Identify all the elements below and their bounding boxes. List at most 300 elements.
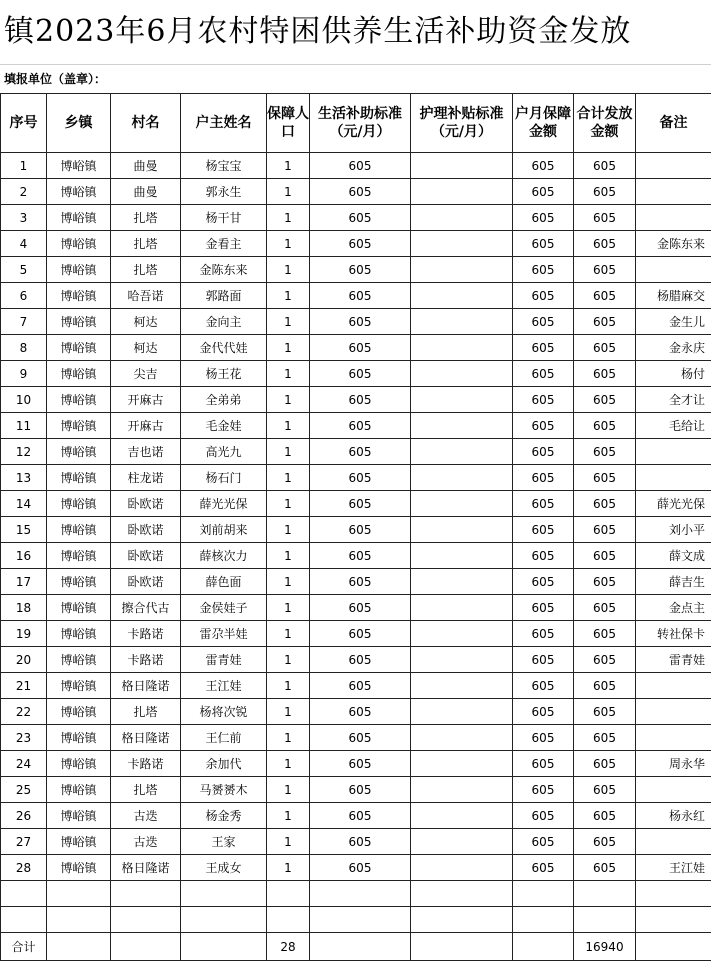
nursing-standard-cell [411,153,513,179]
population-cell: 1 [267,803,310,829]
seq-cell: 13 [1,465,47,491]
monthly-amount-cell: 605 [513,335,574,361]
total-amount-cell: 605 [574,517,636,543]
village-cell: 扎塔 [111,205,181,231]
seq-cell: 27 [1,829,47,855]
nursing-standard-cell [411,803,513,829]
total-amount-cell: 605 [574,855,636,881]
nursing-standard-cell [411,387,513,413]
seq-cell: 23 [1,725,47,751]
village-cell: 格日隆诺 [111,673,181,699]
table-row [1,179,711,205]
village-cell: 柯达 [111,309,181,335]
village-cell: 卡路诺 [111,751,181,777]
monthly-amount-cell: 605 [513,751,574,777]
population-cell: 1 [267,205,310,231]
nursing-standard-cell [411,335,513,361]
householder-cell: 金陈东来 [181,257,267,283]
householder-cell: 马赟赟木 [181,777,267,803]
town-cell: 博峪镇 [47,673,111,699]
town-cell: 博峪镇 [47,387,111,413]
nursing-standard-cell [411,647,513,673]
table-row [1,335,711,361]
householder-cell: 余加代 [181,751,267,777]
population-cell [267,881,310,907]
town-cell: 博峪镇 [47,517,111,543]
population-cell: 1 [267,751,310,777]
householder-cell: 全弟弟 [181,387,267,413]
nursing-standard-cell [411,621,513,647]
table-row [1,751,711,777]
village-cell: 扎塔 [111,257,181,283]
town-cell: 博峪镇 [47,179,111,205]
monthly-amount-cell: 605 [513,829,574,855]
householder-cell: 郭路面 [181,283,267,309]
population-cell: 1 [267,335,310,361]
table-row [1,777,711,803]
living-standard-cell: 605 [310,517,411,543]
monthly-amount-cell [513,907,574,933]
seq-cell: 21 [1,673,47,699]
town-cell: 博峪镇 [47,543,111,569]
nursing-standard-cell [411,283,513,309]
seq-cell: 24 [1,751,47,777]
nursing-standard-cell [411,751,513,777]
nursing-standard-cell [411,881,513,907]
seq-cell: 2 [1,179,47,205]
seq-cell: 9 [1,361,47,387]
population-cell: 1 [267,231,310,257]
village-cell: 扎塔 [111,777,181,803]
town-cell: 博峪镇 [47,803,111,829]
monthly-amount-cell: 605 [513,179,574,205]
subsidy-table [0,93,711,961]
table-row [1,205,711,231]
note-cell: 毛给让 [636,413,711,439]
nursing-standard-cell [411,543,513,569]
village-cell: 古迭 [111,803,181,829]
village-cell: 柱龙诺 [111,465,181,491]
town-cell: 博峪镇 [47,621,111,647]
table-row [1,387,711,413]
population-cell: 1 [267,283,310,309]
total-amount-cell: 605 [574,673,636,699]
householder-cell: 杨石门 [181,465,267,491]
nursing-standard-cell [411,569,513,595]
town-cell [47,907,111,933]
table-row [1,413,711,439]
note-cell: 王江娃 [636,855,711,881]
seq-cell: 16 [1,543,47,569]
total-amount-cell: 605 [574,543,636,569]
note-cell: 金陈东来 [636,231,711,257]
table-row [1,621,711,647]
note-cell [636,465,711,491]
note-cell: 杨腊麻交 [636,283,711,309]
monthly-amount-cell: 605 [513,309,574,335]
village-cell: 古迭 [111,829,181,855]
town-cell: 博峪镇 [47,413,111,439]
table-row [1,361,711,387]
living-standard-cell: 605 [310,777,411,803]
town-cell: 博峪镇 [47,491,111,517]
note-cell: 薛光光保 [636,491,711,517]
population-cell: 1 [267,673,310,699]
total-amount-cell: 605 [574,413,636,439]
living-standard-cell: 605 [310,699,411,725]
town-cell: 博峪镇 [47,569,111,595]
village-cell: 卧欧诺 [111,517,181,543]
nursing-standard-cell [411,257,513,283]
note-cell [636,777,711,803]
total-amount-cell: 605 [574,595,636,621]
note-cell: 薛吉生 [636,569,711,595]
householder-cell [181,907,267,933]
householder-cell: 金代代娃 [181,335,267,361]
nursing-standard-cell [411,673,513,699]
householder-cell: 刘前胡来 [181,517,267,543]
table-row [1,283,711,309]
table-row [1,855,711,881]
table-row [1,257,711,283]
nursing-standard-cell [411,777,513,803]
monthly-amount-cell: 605 [513,725,574,751]
table-row [1,907,711,933]
nursing-standard-cell [411,361,513,387]
note-cell: 金点主 [636,595,711,621]
village-cell: 卧欧诺 [111,569,181,595]
seq-cell: 3 [1,205,47,231]
village-cell: 格日隆诺 [111,725,181,751]
table-row [1,829,711,855]
monthly-amount-cell [513,881,574,907]
nursing-standard-cell [411,231,513,257]
population-cell: 1 [267,413,310,439]
seq-cell: 7 [1,309,47,335]
header-cell: 备注 [636,94,711,153]
note-cell: 薛文成 [636,543,711,569]
monthly-amount-cell: 605 [513,413,574,439]
population-cell: 1 [267,361,310,387]
seq-cell: 26 [1,803,47,829]
total-amount-cell: 605 [574,387,636,413]
note-cell: 转社保卡 [636,621,711,647]
monthly-amount-cell: 605 [513,647,574,673]
table-row [1,725,711,751]
monthly-amount-cell: 605 [513,439,574,465]
note-cell [636,907,711,933]
population-cell: 1 [267,465,310,491]
seq-cell: 28 [1,855,47,881]
monthly-amount-cell: 605 [513,491,574,517]
population-cell: 1 [267,569,310,595]
table-row [1,439,711,465]
seq-cell: 25 [1,777,47,803]
living-standard-cell: 605 [310,595,411,621]
nursing-standard-cell [411,179,513,205]
householder-cell: 毛金娃 [181,413,267,439]
living-standard-cell: 605 [310,257,411,283]
householder-cell: 杨金秀 [181,803,267,829]
total-label: 合计 [1,933,47,961]
town-cell: 博峪镇 [47,257,111,283]
monthly-amount-cell: 605 [513,699,574,725]
village-cell: 尖吉 [111,361,181,387]
header-cell: 户主姓名 [181,94,267,153]
nursing-standard-cell [411,309,513,335]
nursing-standard-cell [411,699,513,725]
monthly-amount-cell: 605 [513,205,574,231]
note-cell: 金永庆 [636,335,711,361]
living-standard-cell: 605 [310,543,411,569]
population-cell: 1 [267,829,310,855]
seq-cell: 15 [1,517,47,543]
note-cell [636,881,711,907]
seq-cell: 1 [1,153,47,179]
nursing-standard-cell [411,855,513,881]
table-row [1,491,711,517]
total-amount-cell: 605 [574,699,636,725]
village-cell: 柯达 [111,335,181,361]
note-cell [636,725,711,751]
monthly-amount-cell: 605 [513,595,574,621]
seq-cell: 6 [1,283,47,309]
total-amount-cell: 605 [574,231,636,257]
village-cell [111,907,181,933]
nursing-standard-cell [411,517,513,543]
header-cell: 保障人口 [267,94,310,153]
header-cell: 序号 [1,94,47,153]
village-cell: 扎塔 [111,231,181,257]
living-standard-cell: 605 [310,829,411,855]
seq-cell: 4 [1,231,47,257]
note-cell [636,699,711,725]
town-cell: 博峪镇 [47,465,111,491]
nursing-standard-cell [411,465,513,491]
table-row [1,673,711,699]
total-amount-cell: 605 [574,153,636,179]
note-cell: 雷青娃 [636,647,711,673]
living-standard-cell: 605 [310,413,411,439]
living-standard-cell: 605 [310,387,411,413]
filler-unit-label: 填报单位（盖章）： [4,72,107,86]
table-row [1,153,711,179]
town-cell: 博峪镇 [47,751,111,777]
total-amount-cell: 605 [574,439,636,465]
total-amount-cell: 605 [574,257,636,283]
householder-cell: 金看主 [181,231,267,257]
living-standard-cell: 605 [310,491,411,517]
population-cell: 1 [267,439,310,465]
monthly-amount-cell: 605 [513,465,574,491]
town-cell: 博峪镇 [47,205,111,231]
total-amount-cell: 605 [574,725,636,751]
total-amount-cell: 605 [574,361,636,387]
householder-cell: 雷尕半娃 [181,621,267,647]
town-cell: 博峪镇 [47,725,111,751]
householder-cell: 王成女 [181,855,267,881]
note-cell [636,257,711,283]
living-standard-cell: 605 [310,335,411,361]
population-cell: 1 [267,517,310,543]
town-cell: 博峪镇 [47,283,111,309]
monthly-amount-cell: 605 [513,673,574,699]
monthly-amount-cell: 605 [513,543,574,569]
living-standard-cell: 605 [310,439,411,465]
village-cell: 吉也诺 [111,439,181,465]
village-cell [111,881,181,907]
nursing-standard-cell [411,439,513,465]
population-cell: 1 [267,309,310,335]
town-cell: 博峪镇 [47,595,111,621]
table-row [1,231,711,257]
living-standard-cell: 605 [310,231,411,257]
header-row [1,94,711,153]
document-title: 镇2023年6月农村特困供养生活补助资金发放 [4,14,632,49]
town-cell: 博峪镇 [47,699,111,725]
nursing-standard-cell [411,413,513,439]
nursing-standard-cell [411,907,513,933]
seq-cell: 14 [1,491,47,517]
monthly-amount-cell: 605 [513,257,574,283]
total-amount-cell: 605 [574,283,636,309]
total-amount-cell: 605 [574,205,636,231]
total-row [1,933,711,961]
header-cell: 合计发放金额 [574,94,636,153]
living-standard-cell: 605 [310,803,411,829]
table-row [1,647,711,673]
population-cell: 1 [267,491,310,517]
village-cell: 哈吾诺 [111,283,181,309]
header-cell: 护理补贴标准（元/月） [411,94,513,153]
total-population: 28 [267,933,310,961]
living-standard-cell: 605 [310,569,411,595]
monthly-amount-cell: 605 [513,855,574,881]
householder-cell: 王家 [181,829,267,855]
total-amount-cell: 605 [574,647,636,673]
living-standard-cell: 605 [310,647,411,673]
population-cell: 1 [267,621,310,647]
total-amount-cell [574,881,636,907]
table-row [1,803,711,829]
village-cell: 擦合代古 [111,595,181,621]
village-cell: 扎塔 [111,699,181,725]
living-standard-cell: 605 [310,621,411,647]
householder-cell: 金侯娃子 [181,595,267,621]
population-cell: 1 [267,647,310,673]
living-standard-cell: 605 [310,309,411,335]
living-standard-cell: 605 [310,725,411,751]
population-cell: 1 [267,257,310,283]
population-cell: 1 [267,777,310,803]
town-cell: 博峪镇 [47,231,111,257]
town-cell: 博峪镇 [47,361,111,387]
note-cell [636,153,711,179]
note-cell: 金生儿 [636,309,711,335]
header-cell: 户月保障金额 [513,94,574,153]
monthly-amount-cell: 605 [513,387,574,413]
monthly-amount-cell: 605 [513,621,574,647]
note-cell [636,829,711,855]
householder-cell: 高光九 [181,439,267,465]
note-cell: 杨付 [636,361,711,387]
living-standard-cell: 605 [310,283,411,309]
monthly-amount-cell: 605 [513,283,574,309]
note-cell [636,205,711,231]
nursing-standard-cell [411,829,513,855]
nursing-standard-cell [411,595,513,621]
table-row [1,465,711,491]
householder-cell: 金向主 [181,309,267,335]
nursing-standard-cell [411,491,513,517]
nursing-standard-cell [411,725,513,751]
filler-row [0,64,711,93]
living-standard-cell: 605 [310,361,411,387]
nursing-standard-cell [411,205,513,231]
population-cell: 1 [267,595,310,621]
householder-cell: 郭永生 [181,179,267,205]
table-row [1,595,711,621]
town-cell: 博峪镇 [47,829,111,855]
total-amount-cell: 605 [574,179,636,205]
village-cell: 开麻古 [111,413,181,439]
table-row [1,569,711,595]
seq-cell: 22 [1,699,47,725]
householder-cell: 王仁前 [181,725,267,751]
table-row [1,543,711,569]
header-cell: 乡镇 [47,94,111,153]
population-cell: 1 [267,153,310,179]
seq-cell [1,907,47,933]
householder-cell: 薛核次力 [181,543,267,569]
town-cell [47,881,111,907]
seq-cell: 18 [1,595,47,621]
population-cell: 1 [267,699,310,725]
note-cell [636,439,711,465]
monthly-amount-cell: 605 [513,803,574,829]
table-row [1,881,711,907]
village-cell: 格日隆诺 [111,855,181,881]
total-amount-cell: 605 [574,335,636,361]
total-amount-cell: 605 [574,569,636,595]
population-cell: 1 [267,179,310,205]
seq-cell [1,881,47,907]
householder-cell [181,881,267,907]
total-amount-cell: 605 [574,751,636,777]
householder-cell: 杨干甘 [181,205,267,231]
living-standard-cell: 605 [310,673,411,699]
householder-cell: 杨将次锐 [181,699,267,725]
population-cell: 1 [267,543,310,569]
living-standard-cell [310,907,411,933]
living-standard-cell [310,881,411,907]
population-cell: 1 [267,725,310,751]
town-cell: 博峪镇 [47,777,111,803]
village-cell: 卡路诺 [111,621,181,647]
monthly-amount-cell: 605 [513,517,574,543]
living-standard-cell: 605 [310,179,411,205]
table-row [1,699,711,725]
householder-cell: 杨宝宝 [181,153,267,179]
total-amount: 16940 [574,933,636,961]
total-amount-cell: 605 [574,829,636,855]
table-row [1,309,711,335]
note-cell: 刘小平 [636,517,711,543]
note-cell: 杨永红 [636,803,711,829]
population-cell: 1 [267,387,310,413]
village-cell: 卧欧诺 [111,543,181,569]
householder-cell: 杨王花 [181,361,267,387]
